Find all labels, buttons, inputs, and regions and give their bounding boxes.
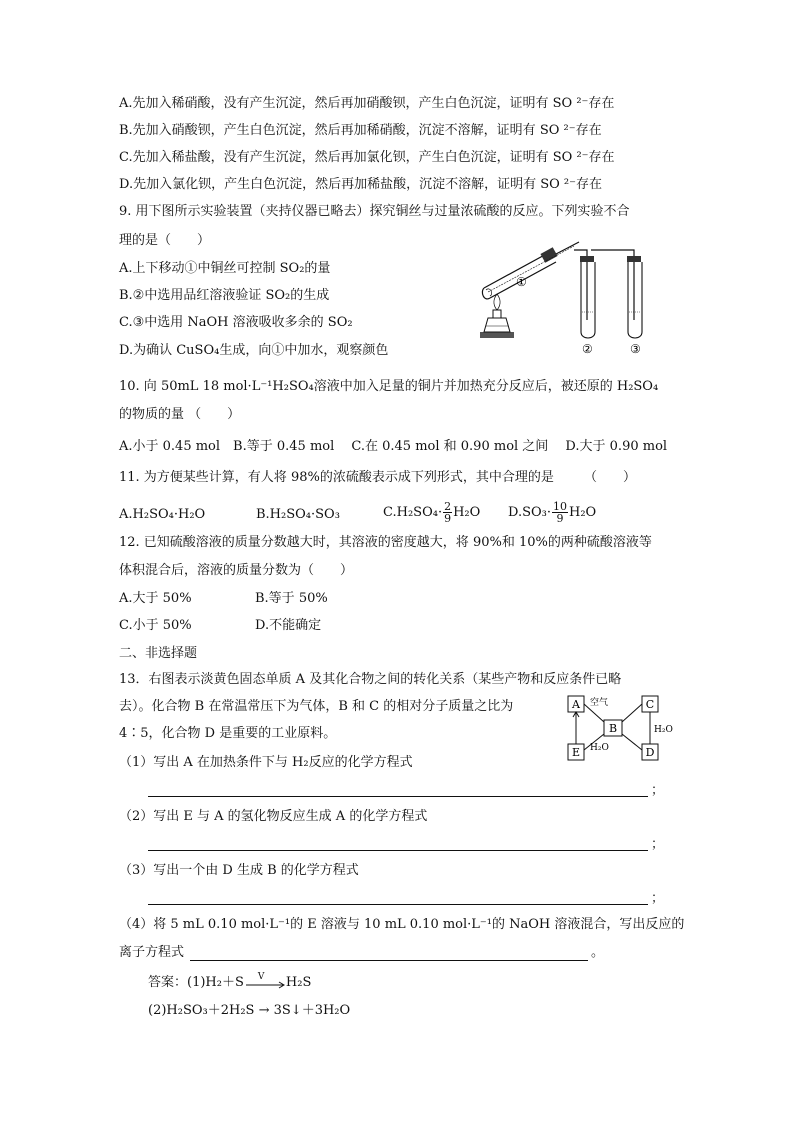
q11-d-denominator: 9 xyxy=(556,512,564,525)
q11-option-b: B.H₂SO₄·SO₃ xyxy=(256,507,340,522)
node-c-label: C xyxy=(645,698,655,711)
q11-option-c-prefix: C.H₂SO₄· xyxy=(383,505,443,520)
apparatus-label-2: ② xyxy=(582,342,593,356)
node-a-label: A xyxy=(572,698,580,711)
q13-part3: （3）写出一个由 D 生成 B 的化学方程式 xyxy=(119,863,359,878)
apparatus-label-1: ① xyxy=(516,275,527,289)
answer-blank-1[interactable] xyxy=(148,796,648,797)
q11-c-numerator: 2 xyxy=(444,500,452,513)
q11-option-c-fraction xyxy=(443,501,452,524)
q11-stem: 11. 为方便某些计算，有人将 98%的浓硫酸表示成下列形式，其中合理的是 （ ） xyxy=(119,470,636,485)
q11-option-c-suffix: H₂O xyxy=(453,505,481,520)
q9-option-b: B.②中选用品红溶液验证 SO₂的生成 xyxy=(119,288,330,303)
q11-option-c xyxy=(383,499,480,527)
test-tube-3-icon xyxy=(628,262,642,338)
q12-stem-line2: 体积混合后，溶液的质量分数为（ ） xyxy=(119,563,354,578)
q12-option-d: D.不能确定 xyxy=(255,618,322,633)
q8-option-b: B.先加入硝酸钡，产生白色沉淀，然后再加稀硝酸，沉淀不溶解，证明有 SO ²⁻存在 xyxy=(119,123,602,138)
q10-stem-line2: 的物质的量 （ ） xyxy=(119,407,241,422)
reaction-condition: V xyxy=(257,972,265,982)
arrow-d-b xyxy=(622,734,642,750)
q11-option-a: A.H₂SO₄·H₂O xyxy=(119,507,206,522)
q11-option-d xyxy=(508,499,596,527)
q13-conversion-diagram xyxy=(560,692,680,766)
q10-options: A.小于 0.45 mol B.等于 0.45 mol C.在 0.45 mol 和 0.90 mol 之间 D.大于 0.90 mol xyxy=(119,439,668,454)
label-water-right: H₂O xyxy=(654,725,673,735)
answer-blank-4[interactable] xyxy=(190,960,588,961)
answer-blank-2[interactable] xyxy=(148,850,648,851)
q13-stem-line3: 4∶5，化合物 D 是重要的工业原料。 xyxy=(119,726,337,741)
q11-option-d-suffix: H₂O xyxy=(569,505,597,520)
q13-part1: （1）写出 A 在加热条件下与 H₂反应的化学方程式 xyxy=(119,755,413,770)
q9-stem-line1: 9. 用下图所示实验装置（夹持仪器已略去）探究铜丝与过量浓硫酸的反应。下列实验不合 xyxy=(119,204,630,219)
section-heading: 二、非选择题 xyxy=(119,646,198,661)
label-water-bottom: H₂O xyxy=(590,743,609,753)
reaction-tube-icon xyxy=(482,242,579,299)
q9-apparatus-figure xyxy=(474,228,674,358)
blank-2-semicolon: ； xyxy=(651,837,665,852)
answer-blank-3[interactable] xyxy=(148,904,648,905)
q8-option-c: C.先加入稀盐酸，没有产生沉淀，然后再加氯化钡，产生白色沉淀，证明有 SO ²⁻存在 xyxy=(119,150,615,165)
q12-option-a: A.大于 50% xyxy=(119,591,192,606)
node-d-label: D xyxy=(645,746,655,759)
blank-3-semicolon: ； xyxy=(651,891,665,906)
q11-d-numerator: 10 xyxy=(553,500,567,513)
q8-option-a: A.先加入稀硝酸，没有产生沉淀，然后再加硝酸钡，产生白色沉淀，证明有 SO ²⁻存在 xyxy=(119,96,615,111)
q12-option-b: B.等于 50% xyxy=(255,591,328,606)
q12-stem-line1: 12. 已知硫酸溶液的质量分数越大时，其溶液的密度越大，将 90%和 10%的两种硫酸溶液等 xyxy=(119,535,652,550)
q13-part4-line1: （4）将 5 mL 0.10 mol·L⁻¹的 E 溶液与 10 mL 0.10 mol·L⁻¹的 NaOH 溶液混合，写出反应的 xyxy=(119,917,685,932)
delivery-tube-icon xyxy=(574,250,641,320)
q9-option-c: C.③中选用 NaOH 溶液吸收多余的 SO₂ xyxy=(119,315,353,330)
burner-icon xyxy=(480,294,514,338)
answer-label: 答案： xyxy=(148,975,188,990)
q9-option-a: A.上下移动①中铜丝可控制 SO₂的量 xyxy=(119,261,331,276)
q12-option-c: C.小于 50% xyxy=(119,618,192,633)
answer-eq1-right: H₂S xyxy=(285,975,312,990)
node-e-label: E xyxy=(571,746,581,759)
apparatus-label-3: ③ xyxy=(630,342,641,356)
answer-line1 xyxy=(148,974,311,992)
answer-eq1-left: (1)H₂＋S xyxy=(187,975,244,990)
reaction-arrow xyxy=(244,974,286,992)
q11-option-d-fraction xyxy=(552,501,568,524)
blank-1-semicolon: ； xyxy=(651,783,665,798)
arrow-b-c xyxy=(622,704,642,722)
q13-stem-line2: 去）。化合物 B 在常温常压下为气体，B 和 C 的相对分子质量之比为 xyxy=(119,699,514,714)
q8-option-d: D.先加入氯化钡，产生白色沉淀，然后再加稀盐酸，沉淀不溶解，证明有 SO ²⁻存在 xyxy=(119,177,602,192)
q11-c-denominator: 9 xyxy=(444,512,452,525)
answer-line2: (2)H₂SO₃＋2H₂S → 3S↓＋3H₂O xyxy=(148,1003,351,1018)
blank-4-period: 。 xyxy=(591,945,605,960)
q13-stem-line1: 13．右图表示淡黄色固态单质 A 及其化合物之间的转化关系（某些产物和反应条件已略 xyxy=(119,672,622,687)
node-b-label: B xyxy=(608,722,618,735)
q10-stem-line1: 10. 向 50mL 18 mol·L⁻¹H₂SO₄溶液中加入足量的铜片并加热充分反应后，被还原的 H₂SO₄ xyxy=(119,379,659,394)
label-air: 空气 xyxy=(590,698,609,708)
q11-option-d-prefix: D.SO₃· xyxy=(508,505,551,520)
test-tube-2-icon xyxy=(581,262,595,338)
q9-option-d: D.为确认 CuSO₄生成，向①中加水，观察颜色 xyxy=(119,343,389,358)
q13-part4-line2: 离子方程式 xyxy=(119,945,185,960)
q13-part2: （2）写出 E 与 A 的氢化物反应生成 A 的化学方程式 xyxy=(119,809,428,824)
long-arrow-icon xyxy=(246,981,286,989)
q9-stem-line2: 理的是（ ） xyxy=(119,233,211,248)
